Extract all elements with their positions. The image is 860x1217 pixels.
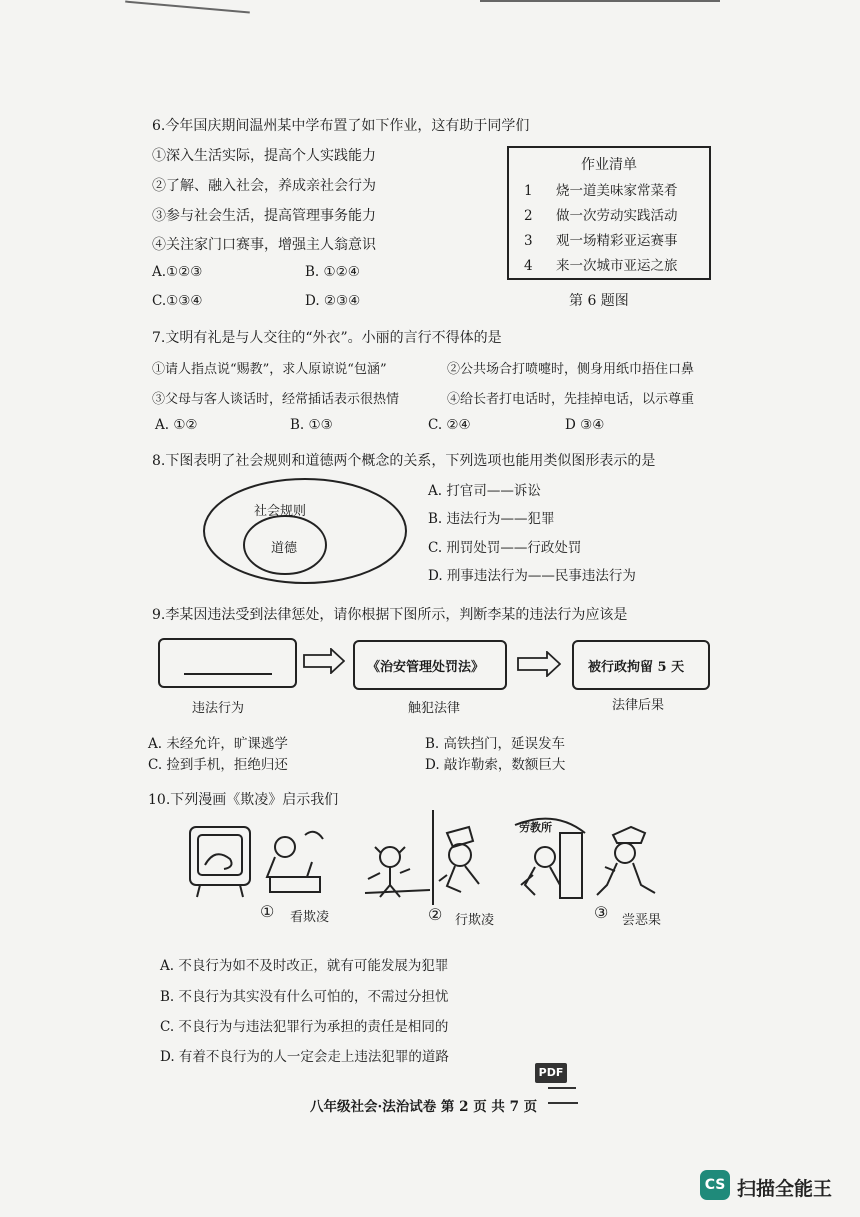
homework-item-num: 1 <box>524 183 533 199</box>
q6-option-a: A.①②③ <box>152 264 203 280</box>
venn-outer-label: 社会规则 <box>254 504 307 519</box>
comic-panel-1-label: 看欺凌 <box>290 910 330 925</box>
flow-label-law: 触犯法律 <box>408 701 461 716</box>
rules-morality-venn-diagram <box>200 475 410 587</box>
q6-statement-2: ②了解、融入社会，养成亲社会行为 <box>152 178 376 194</box>
scan-mark <box>548 1102 578 1104</box>
comic-sign-text: 劳教所 <box>519 821 552 834</box>
flow-label-consequence: 法律后果 <box>612 698 665 713</box>
homework-item-text: 观一场精彩亚运赛事 <box>556 233 678 249</box>
homework-item <box>524 229 678 249</box>
homework-item <box>524 179 678 199</box>
q10-option-a: A. 不良行为如不及时改正，就有可能发展为犯罪 <box>160 958 449 974</box>
q8-option-d: D. 刑事违法行为——民事违法行为 <box>428 568 636 584</box>
arrow-icon <box>517 651 561 677</box>
comic-panel-3-num: ③ <box>594 903 609 922</box>
homework-item <box>524 204 678 224</box>
q8-stem: 8.下图表明了社会规则和道德两个概念的关系，下列选项也能用类似图形表示的是 <box>152 453 656 469</box>
q6-option-d: D. ②③④ <box>305 293 361 309</box>
comic-panel-2-label: 行欺凌 <box>455 913 495 928</box>
q10-stem: 10.下列漫画《欺凌》启示我们 <box>148 792 339 808</box>
homework-list-title: 作业清单 <box>581 157 637 173</box>
q7-option-b: B. ①③ <box>290 417 333 433</box>
q7-statement-2: ②公共场合打喷嚏时，侧身用纸巾捂住口鼻 <box>447 362 695 377</box>
q8-option-a: A. 打官司——诉讼 <box>428 483 541 499</box>
homework-list-box <box>507 146 711 280</box>
q7-statement-1: ①请人指点说“赐教”，求人原谅说“包涵” <box>152 362 387 377</box>
camscanner-watermark-text: 扫描全能王 <box>737 1178 833 1200</box>
page-footer: 八年级社会·法治试卷 第 2 页 共 7 页 <box>310 1099 538 1115</box>
q7-statement-4: ④给长者打电话时，先挂掉电话，以示尊重 <box>447 392 695 407</box>
q6-option-b: B. ①②④ <box>305 264 360 280</box>
pdf-watermark-badge: PDF <box>535 1063 567 1083</box>
homework-item-text: 烧一道美味家常菜肴 <box>556 183 678 199</box>
venn-inner-label: 道德 <box>271 541 298 556</box>
homework-item-text: 做一次劳动实践活动 <box>556 208 678 224</box>
flow-box-consequence <box>572 640 710 690</box>
flow-box-law-text: 《治安管理处罚法》 <box>367 660 485 675</box>
q8-option-b: B. 违法行为——犯罪 <box>428 511 555 527</box>
homework-item-num: 2 <box>524 208 533 224</box>
q9-option-b: B. 高铁挡门，延误发车 <box>425 736 566 752</box>
q7-option-c: C. ②④ <box>428 417 471 433</box>
flow-box-law <box>353 640 507 690</box>
comic-panel-1-num: ① <box>260 902 275 921</box>
scan-edge-line <box>480 0 720 2</box>
homework-item-text: 来一次城市亚运之旅 <box>556 258 678 274</box>
homework-item-num: 4 <box>524 258 533 274</box>
q10-option-d: D. 有着不良行为的人一定会走上违法犯罪的道路 <box>160 1049 449 1065</box>
bullying-comic <box>185 805 685 910</box>
q8-option-c: C. 刑罚处罚——行政处罚 <box>428 540 582 556</box>
arrow-icon <box>303 648 345 674</box>
q6-statement-1: ①深入生活实际，提高个人实践能力 <box>152 148 376 164</box>
flow-box-consequence-text: 被行政拘留 5 天 <box>588 660 685 675</box>
q6-option-c: C.①③④ <box>152 293 203 309</box>
q10-option-b: B. 不良行为其实没有什么可怕的，不需过分担忧 <box>160 989 449 1005</box>
comic-panel-3-label: 尝恶果 <box>622 913 662 928</box>
camscanner-logo-icon: CS <box>700 1170 730 1200</box>
q9-option-d: D. 敲诈勒索，数额巨大 <box>425 757 566 773</box>
homework-figure-caption: 第 6 题图 <box>569 293 629 309</box>
q7-option-d: D ③④ <box>565 417 605 433</box>
scan-mark <box>548 1087 576 1089</box>
comic-panel-bullying <box>365 810 479 905</box>
q9-option-c: C. 捡到手机，拒绝归还 <box>148 757 288 773</box>
homework-item <box>524 254 678 274</box>
comic-panel-2-num: ② <box>428 905 443 924</box>
q7-stem: 7.文明有礼是与人交往的“外衣”。小丽的言行不得体的是 <box>152 330 502 346</box>
q7-option-a: A. ①② <box>155 417 198 433</box>
q9-stem: 9.李某因违法受到法律惩处，请你根据下图所示，判断李某的违法行为应该是 <box>152 607 628 623</box>
homework-item-num: 3 <box>524 233 533 249</box>
q6-stem: 6.今年国庆期间温州某中学布置了如下作业，这有助于同学们 <box>152 118 530 134</box>
outer-ellipse <box>204 479 406 583</box>
q10-option-c: C. 不良行为与违法犯罪行为承担的责任是相同的 <box>160 1019 449 1035</box>
comic-panel-watching <box>190 827 323 897</box>
q7-statement-3: ③父母与客人谈话时，经常插话表示很热情 <box>152 392 400 407</box>
scan-edge-line <box>125 1 250 14</box>
flow-label-violation: 违法行为 <box>192 701 245 716</box>
q6-statement-3: ③参与社会生活，提高管理事务能力 <box>152 208 376 224</box>
q6-statement-4: ④关注家门口赛事，增强主人翁意识 <box>152 237 376 253</box>
q9-option-a: A. 未经允许，旷课逃学 <box>148 736 288 752</box>
answer-blank-line <box>184 673 272 675</box>
flow-box-violation <box>158 638 297 688</box>
